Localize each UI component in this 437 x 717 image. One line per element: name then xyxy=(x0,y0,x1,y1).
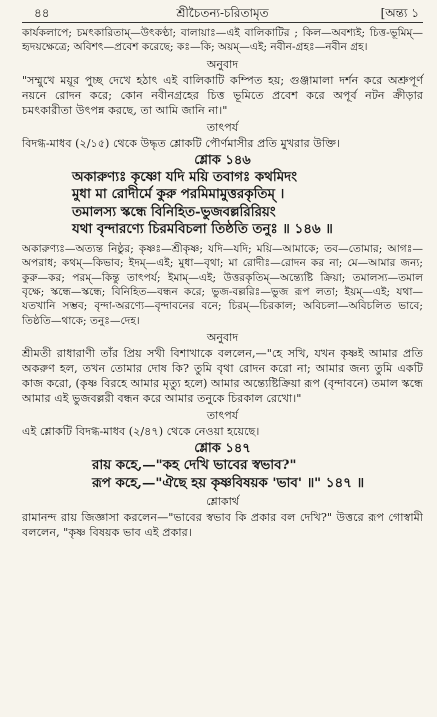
translation-heading: অনুবাদ xyxy=(206,331,239,345)
verse-line: মুধা মা রোদীর্মে কুরু পরমিমামুত্তরকৃতিম্ । xyxy=(72,186,285,203)
meaning-heading: শ্লোকার্থ xyxy=(206,495,239,509)
meaning-text: রামানন্দ রায় জিজ্ঞাসা করলেন—"ভাবের স্বভাব কি প্রকার বল দেখি?" উত্তরে রূপ গোস্বামী বললেন, "কৃষ্ণ বিষয়ক ভাব এই প্রকার। xyxy=(22,511,423,540)
gloss-top: কার্যকলাপে; চমৎকারিতাম্—উৎকণ্ঠা; বালায়াঃ—এই বালিকাটির ; কিল—অবশ্যই; চিত্ত-ভূমিম্—হৃদয়ক্ষেত্রে; অবিশৎ—প্রবেশ করেছে; কঃ—কি; অয়ম্—এই; নবীন-গ্রহঃ—নবীন গ্রহ। xyxy=(22,27,423,54)
verse-line: যথা বৃন্দারণ্যে চিরমবিচলা তিষ্ঠতি তনুঃ ॥ ১৪৬ ॥ xyxy=(72,221,333,238)
page-header xyxy=(22,4,423,23)
purport-text: বিদগ্ধ-মাধব (২/১৫) থেকে উদ্ধৃত শ্লোকটি পৌর্ণমাসীর প্রতি মুখরার উক্তি। xyxy=(22,136,341,150)
chapter-label: [অন্ত্য ১ xyxy=(380,6,419,20)
verse-heading-146: শ্লোক ১৪৬ xyxy=(194,152,251,168)
verse-heading-147: শ্লোক ১৪৭ xyxy=(194,441,251,457)
translation-text: শ্রীমতী রাধারাণী তাঁর প্রিয় সখী বিশাখাকে বললেন,—"হে সখি, যখন কৃষ্ণই আমার প্রতি অকরুণ হল, তখন তোমার দোষ কি? তুমি বৃথা রোদন করো না; আমার জন্য তুমি একটি কাজ করো, (কৃষ্ণ বিরহে আমার মৃত্যু হলে) আমার অন্ত্যেষ্টিক্রিয়া রূপ (বৃন্দাবনে) তমাল স্কন্ধে আমার এই ভুজবল্লরী বন্ধন করে আমার তনুকে চিরকাল রেখো।" xyxy=(22,347,423,406)
translation-heading: অনুবাদ xyxy=(206,57,239,71)
gloss-146: অকারুণ্যঃ—অত্যন্ত নিষ্ঠুর; কৃষ্ণঃ—শ্রীকৃষ্ণ; যদি—যদি; ময়ি—আমাকে; তব—তোমার; আগঃ—অপরাধ; কথম্—কিভাব; ইদম্—এই; মুধা—বৃথা; মা রোদীঃ—রোদন কর না; মে—আমার জন্য; কুরু—কর; পরম্—কিন্তু তাৎপর্য; ইমাম্—এই; উত্তরকৃতিম্—অন্ত্যেষ্টি ক্রিয়া; তমালস্য—তমাল বৃক্ষে; স্কন্ধে—স্কন্ধে; বিনিহিত—বন্ধন করে; ভুজ-বল্লরিঃ—ভুজ রূপ লতা; ইয়ম্—এই; যথা—যতখানি সম্ভব; বৃন্দা-অরণ্যে—বৃন্দাবনের বনে; চিরম্—চিরকাল; অবিচলা—অবিচলিত ভাবে; তিষ্ঠতি—থাকে; তনুঃ—দেহ। xyxy=(22,242,423,327)
running-title: শ্রীচৈতন্য-চরিতামৃত xyxy=(176,6,269,20)
verse-line: অকারুণ্যঃ কৃষ্ণো যদি ময়ি তবাগঃ কথমিদং xyxy=(72,168,297,185)
page-number: ৪৪ xyxy=(34,6,50,20)
verse-line: রূপ কহে,—"ঐছে হয় কৃষ্ণবিষয়ক 'ভাব' ॥" ১৪৭ ॥ xyxy=(92,474,365,491)
translation-text: "সম্মুখে ময়ূর পুচ্ছ দেখে হঠাৎ এই বালিকাটি কম্পিত হয়; গুঞ্জামালা দর্শন করে অশ্রুপূর্ণ নয়নে রোদন করে; কোন নবীনগ্রহের চিত্ত ভূমিতে প্রবেশ করে অপূর্ব নটন ক্রীড়ার চমৎকারীতা উৎপন্ন করছে, তা আমি জানি না।" xyxy=(22,73,423,117)
verse-line: রায় কহে,—"কহ দেখি ভাবের স্বভাব?" xyxy=(92,457,297,474)
purport-text: এই শ্লোকটি বিদগ্ধ-মাধব (২/৪৭) থেকে নেওয়া হয়েছে। xyxy=(22,425,260,439)
verse-line: তমালস্য স্কন্ধে বিনিহিত-ভুজবল্লরিরিয়ং xyxy=(72,203,276,220)
purport-heading: তাৎপর্য xyxy=(206,120,239,134)
purport-heading: তাৎপর্য xyxy=(206,409,239,423)
